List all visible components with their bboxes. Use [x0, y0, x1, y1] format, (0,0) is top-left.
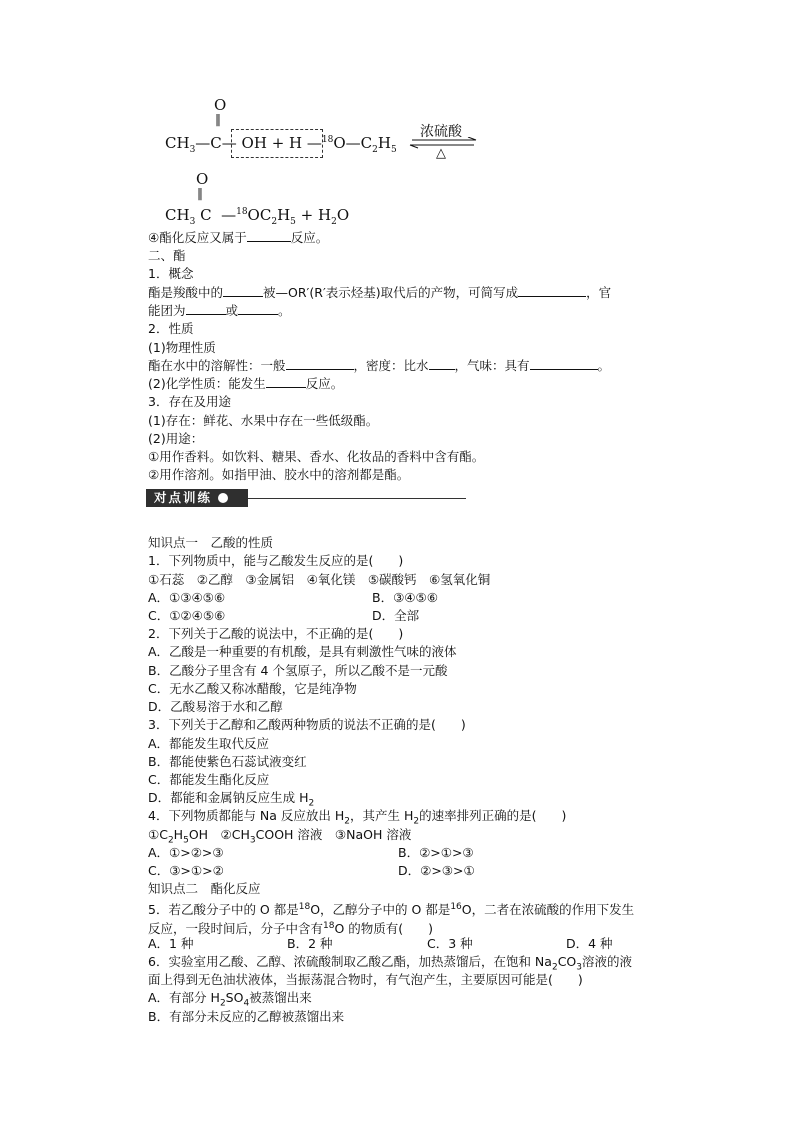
formula-double-bond-2: ‖: [197, 186, 203, 200]
formula-o-top: O: [214, 96, 227, 114]
formula-o-c2h5: O—C: [333, 134, 373, 152]
property-line-2: [148, 375, 343, 393]
formula-double-bond: ‖: [215, 112, 221, 126]
text: O 的物质有( ): [334, 921, 434, 937]
concept-line: [148, 284, 611, 302]
sup: 18: [323, 921, 335, 931]
blank: [518, 284, 586, 297]
option-c[interactable]: C．3 种: [427, 936, 473, 951]
formula-sup: 18: [236, 207, 248, 217]
sup: 18: [298, 902, 311, 912]
text: D．都能和金属钠反应生成 H: [148, 790, 309, 805]
option-d[interactable]: D．乙酸易溶于水和乙醇: [148, 699, 283, 714]
formula-oc2h5: OC: [247, 206, 272, 224]
blank: [266, 375, 306, 388]
option-a[interactable]: A．乙酸是一种重要的有机酸，是具有刺激性气味的液体: [148, 644, 457, 659]
option-c[interactable]: C．无水乙酸又称冰醋酸，它是纯净物: [148, 681, 357, 696]
sub: 2: [167, 835, 174, 846]
question-3: 3．下列关于乙醇和乙酸两种物质的说法不正确的是( ): [148, 717, 466, 732]
sup: 16: [450, 902, 462, 912]
text: CO: [557, 954, 577, 969]
question-1-items: ①石蕊 ②乙醇 ③金属铝 ④氧化镁 ⑤碳酸钙 ⑥氢氧化铜: [148, 572, 491, 587]
option-b[interactable]: B．2 种: [287, 936, 333, 951]
text: OH ②CH: [188, 827, 250, 842]
text: ①C: [148, 827, 168, 842]
formula-c: C: [195, 206, 212, 224]
formula-o-top-2: O: [196, 170, 209, 188]
option-b[interactable]: B．乙酸分子里含有 4 个氢原子，所以乙酸不是一元酸: [148, 663, 448, 678]
text: ，气味：具有: [454, 358, 530, 373]
blank: [223, 284, 263, 297]
sub: 2: [413, 816, 420, 827]
sub: 2: [344, 816, 351, 827]
text: ，其产生 H: [350, 808, 414, 823]
text: ④酯化反应又属于: [148, 230, 247, 245]
ester-point-4: [148, 229, 328, 247]
text: 或: [225, 303, 239, 318]
property-line: [148, 357, 610, 375]
option-c[interactable]: C．③>①>②: [148, 863, 224, 878]
formula-h: H: [277, 206, 291, 224]
sub: 3: [249, 835, 256, 846]
text: H: [173, 827, 184, 842]
option-a[interactable]: A．①>②>③: [148, 845, 224, 860]
formula-heat: △: [436, 146, 446, 161]
text: O，乙醇分子中的 O 都是: [310, 902, 451, 918]
formula-h: H: [377, 134, 391, 152]
formula-sub: 3: [189, 217, 196, 227]
text: 。: [597, 358, 611, 373]
text: 4．下列物质都能与 Na 反应放出 H: [148, 808, 345, 823]
sub: 5: [183, 835, 189, 846]
text: 被蒸馏出来: [249, 990, 312, 1005]
blank: [186, 302, 226, 315]
text: 5．若乙酸分子中的 O 都是: [148, 902, 299, 918]
text: 被—OR′(R′表示烃基)取代后的产物，可简写成: [263, 285, 519, 300]
text: 能团为: [148, 303, 186, 318]
practice-badge: [146, 489, 248, 507]
text: (2)化学性质：能发生: [148, 376, 266, 391]
option-d[interactable]: D．②>③>①: [398, 863, 475, 878]
section-title: 二、酯: [148, 248, 186, 263]
text: SO: [225, 990, 244, 1005]
formula-sub: 2: [372, 145, 378, 155]
knowledge-point-2: 知识点二 酯化反应: [148, 881, 261, 896]
option-b[interactable]: B．③④⑤⑥: [372, 590, 438, 605]
sub: 4: [243, 998, 250, 1009]
option-d[interactable]: D．全部: [372, 608, 420, 623]
formula-reactants: [165, 134, 397, 155]
sub: 2: [308, 798, 315, 809]
badge-label: 对点训练: [154, 490, 213, 505]
formula-c: —C: [195, 134, 222, 152]
subheading: (1)物理性质: [148, 340, 216, 355]
formula-plus-h2o: + H: [300, 206, 332, 224]
formula-o-end: O: [336, 206, 350, 224]
formula-sub: 5: [290, 217, 296, 227]
option-c[interactable]: C．都能发生酯化反应: [148, 772, 270, 787]
text: 反应。: [305, 376, 344, 391]
blank: [238, 302, 278, 315]
text: 反应，一段时间后，分子中含有: [148, 921, 324, 937]
text: A．有部分 H: [148, 990, 220, 1005]
formula-sub: 2: [331, 217, 337, 227]
option-b[interactable]: B．②>①>③: [398, 845, 474, 860]
dot-icon: [218, 493, 228, 503]
formula-sup: 18: [321, 135, 334, 145]
option-b[interactable]: B．都能使紫色石蕊试液变红: [148, 754, 307, 769]
formula-ch3: CH: [165, 206, 190, 224]
question-1: 1．下列物质中，能与乙酸发生反应的是( ): [148, 553, 404, 568]
divider: [248, 498, 466, 499]
option-d[interactable]: D．4 种: [566, 936, 613, 951]
option-a[interactable]: A．1 种: [148, 936, 194, 951]
heading: 1．概念: [148, 266, 194, 281]
concept-line-2: [148, 302, 291, 320]
question-5: [148, 898, 634, 919]
question-2: 2．下列关于乙酸的说法中，不正确的是( ): [148, 626, 404, 641]
text: 反应。: [290, 230, 329, 245]
heading: 3．存在及用途: [148, 394, 231, 409]
text-line: (1)存在：鲜花、水果中存在一些低级酯。: [148, 413, 379, 428]
text: ，密度：比水: [353, 358, 429, 373]
sub: 2: [219, 998, 226, 1009]
sub: 3: [576, 962, 582, 973]
formula-sub: 3: [189, 145, 196, 155]
option-c[interactable]: C．①②④⑤⑥: [148, 608, 226, 623]
knowledge-point-1: 知识点一 乙酸的性质: [148, 535, 274, 550]
blank: [429, 357, 455, 370]
blank: [286, 357, 354, 370]
text: 。: [278, 303, 291, 318]
formula-sub: 5: [390, 145, 397, 155]
text-line: ②用作溶剂。如指甲油、胶水中的溶剂都是酯。: [148, 467, 410, 482]
text: 6．实验室用乙酸、乙醇、浓硫酸制取乙酸乙酯，加热蒸馏后，在饱和 Na: [148, 954, 552, 969]
formula-oh-h: — OH + H —: [221, 134, 322, 152]
text: COOH 溶液 ③NaOH 溶液: [255, 827, 412, 842]
sub: 2: [551, 962, 558, 973]
formula-products: [165, 206, 349, 227]
formula-dash: —: [221, 206, 237, 224]
option-a[interactable]: A．都能发生取代反应: [148, 736, 270, 751]
question-6-cont: 面上得到无色油状液体，当振荡混合物时，有气泡产生，主要原因可能是( ): [148, 972, 583, 987]
heading: 2．性质: [148, 321, 194, 336]
formula-sub: 2: [271, 217, 278, 227]
blank: [247, 229, 291, 242]
text: ，官: [586, 285, 612, 300]
text: 溶液的液: [582, 954, 633, 969]
blank: [530, 357, 598, 370]
text: 酯在水中的溶解性：一般: [148, 358, 286, 373]
option-a[interactable]: A．①③④⑤⑥: [148, 590, 226, 605]
formula-catalyst: 浓硫酸: [420, 124, 462, 140]
option-b[interactable]: B．有部分未反应的乙醇被蒸馏出来: [148, 1009, 345, 1024]
text-line: (2)用途：: [148, 431, 204, 446]
text: 的速率排列正确的是( ): [419, 808, 567, 823]
formula-ch3: CH: [165, 134, 190, 152]
text: O，二者在浓硫酸的作用下发生: [461, 902, 635, 918]
text-line: ①用作香料。如饮料、糖果、香水、化妆品的香料中含有酯。: [148, 449, 485, 464]
text: 酯是羧酸中的: [148, 285, 224, 300]
